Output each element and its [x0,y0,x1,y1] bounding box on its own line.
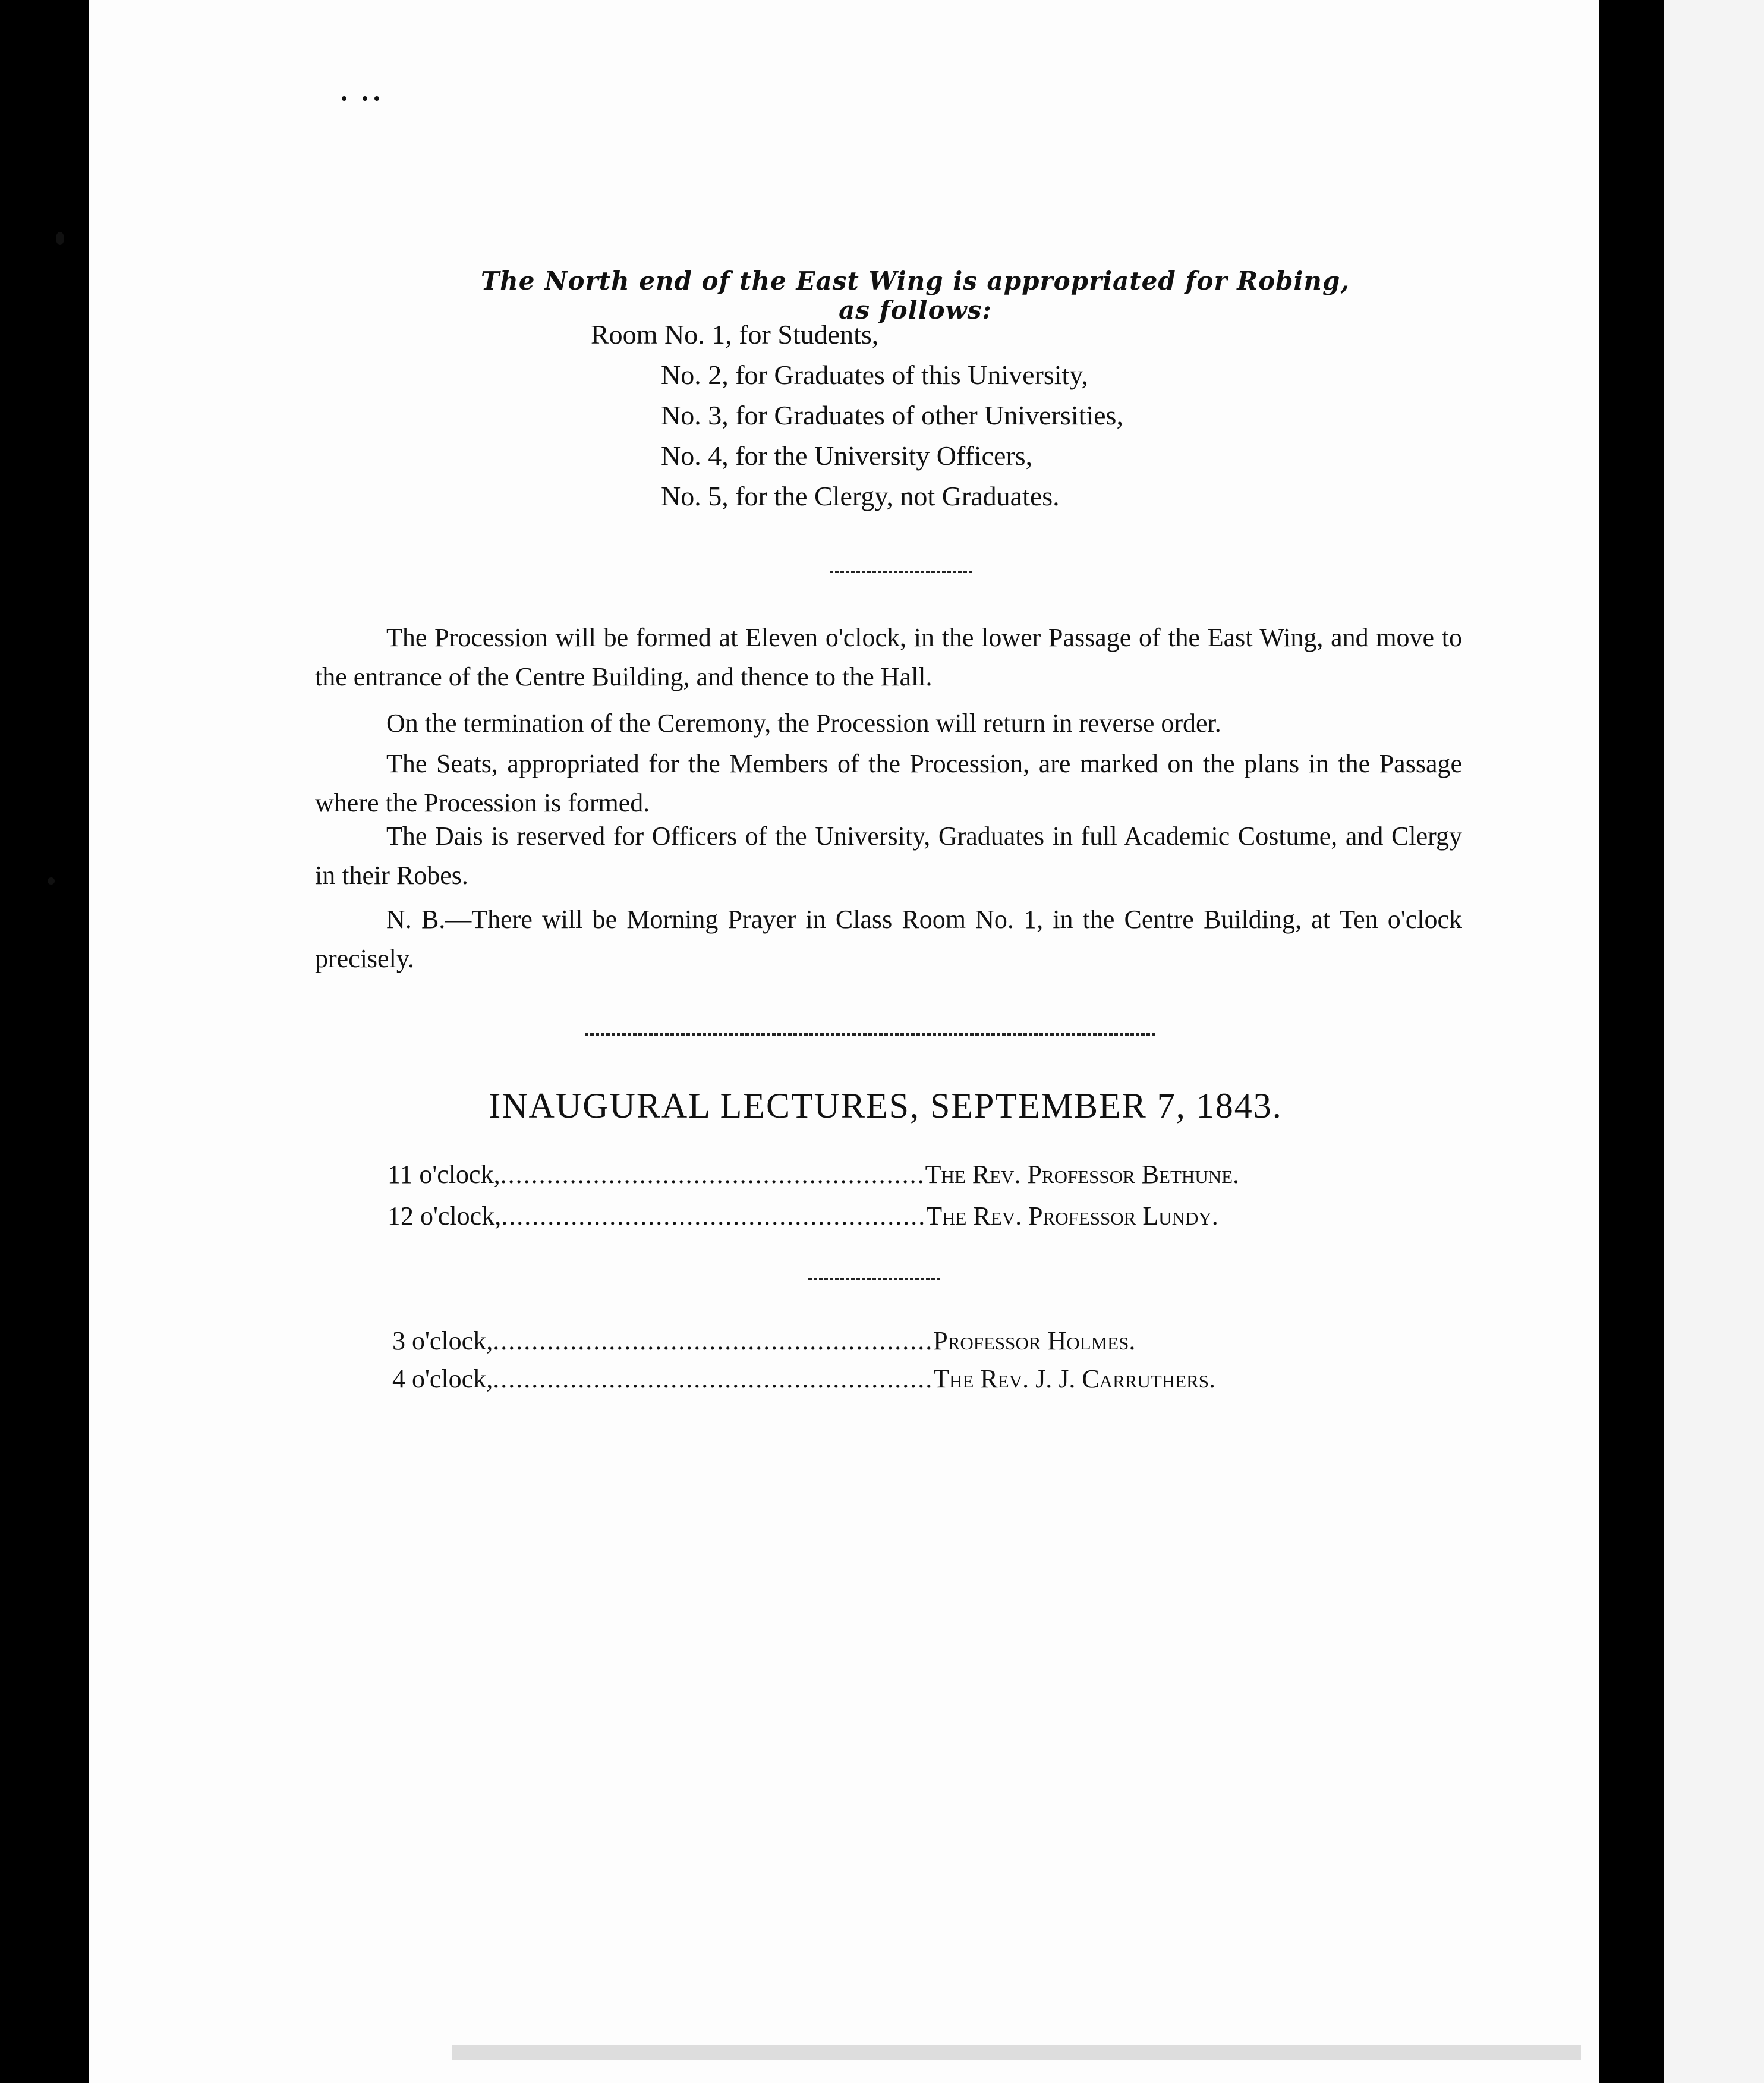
speck-mark [363,96,367,101]
adjacent-page-edge [1664,0,1764,2083]
lectures-title: INAUGURAL LECTURES, SEPTEMBER 7, 1843. [489,1086,1283,1125]
room-item: Room No. 1, for Students, [591,319,879,350]
speck-mark [342,96,346,101]
lecture-row: 12 o'clock,.......................................................The Rev. Professor Lundy. [388,1201,1218,1231]
ornamental-rule [585,1033,1155,1036]
robing-heading: The North end of the East Wing is appropriated for Robing, as follows: [481,266,1350,325]
procession-paragraph: The Procession will be formed at Eleven o'clock, in the lower Passage of the East Wing, and move to the entrance of the Centre Building, and thence to the Hall. [315,623,1462,691]
seats-paragraph: The Seats, appropriated for the Members of the Procession, are marked on the plans in the Passage where the Procession is formed. [315,749,1462,817]
dais-paragraph: The Dais is reserved for Officers of the University, Graduates in full Academic Costume, and Clergy in their Robes. [315,822,1462,890]
room-item: No. 2, for Graduates of this University, [661,360,1088,390]
ceremony-paragraph: On the termination of the Ceremony, the Procession will return in reverse order. [386,709,1221,738]
page-bottom-edge [452,2045,1581,2060]
ornamental-rule [808,1278,941,1280]
lecture-row: 11 o'clock,.......................................................The Rev. Professor Bethune. [388,1160,1240,1189]
speck-mark [374,96,379,101]
nb-paragraph: N. B.—There will be Morning Prayer in Class Room No. 1, in the Centre Building, at Ten o'clock precisely. [315,905,1462,973]
speck-mark [48,877,55,885]
ornamental-rule [830,571,972,573]
lecture-row: 3 o'clock,.........................................................Professor Holmes. [392,1326,1136,1355]
room-item: No. 3, for Graduates of other Universities, [661,400,1123,430]
lecture-row: 4 o'clock,.........................................................The Rev. J. J. Carruthers. [392,1364,1215,1393]
speck-mark [56,232,64,245]
room-item: No. 4, for the University Officers, [661,440,1033,471]
room-item: No. 5, for the Clergy, not Graduates. [661,481,1060,511]
